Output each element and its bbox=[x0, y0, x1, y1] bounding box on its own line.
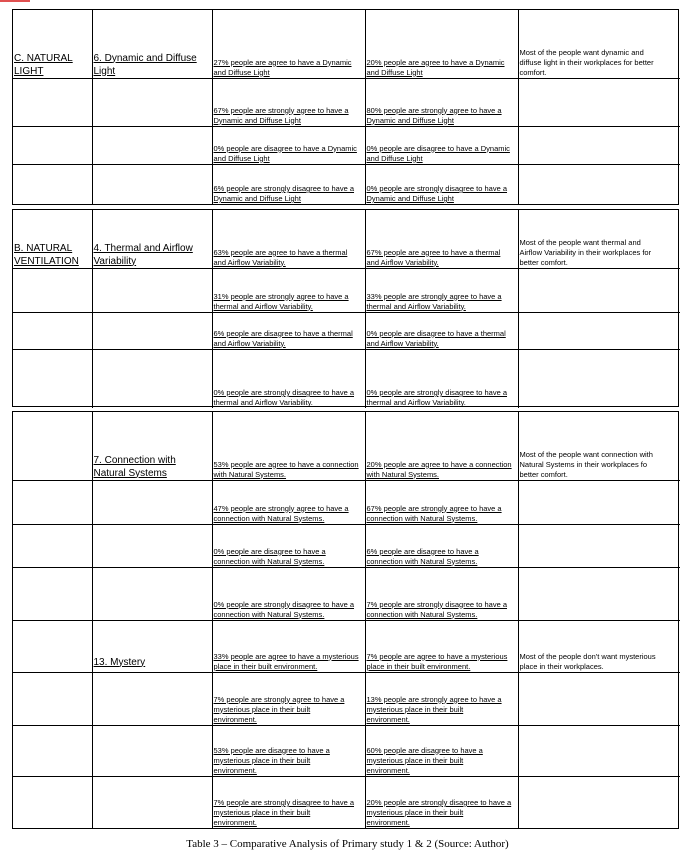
table-connection-mystery bbox=[13, 412, 680, 828]
empty-cell bbox=[92, 567, 212, 620]
empty-cell bbox=[13, 164, 92, 204]
table-row bbox=[13, 312, 680, 349]
table-row bbox=[13, 412, 680, 480]
empty-cell bbox=[518, 349, 680, 408]
table-natural-ventilation bbox=[13, 210, 680, 408]
table-natural-light bbox=[13, 10, 680, 204]
table-row bbox=[13, 78, 680, 126]
table-row bbox=[13, 725, 680, 776]
pattern-cell: 7. Connection with Natural Systems bbox=[92, 412, 212, 480]
study2-cell: 7% people are strongly disagree to have a connection with Natural Systems. bbox=[365, 567, 518, 620]
study1-cell: 53% people are agree to have a connection with Natural Systems. bbox=[212, 412, 365, 480]
study1-cell: 6% people are strongly disagree to have a Dynamic and Diffuse Light bbox=[212, 164, 365, 204]
study2-cell: 60% people are disagree to have a mysterious place in their built environment. bbox=[365, 725, 518, 776]
study2-cell: 0% people are disagree to have a thermal and Airflow Variability. bbox=[365, 312, 518, 349]
empty-cell bbox=[92, 78, 212, 126]
result-cell: Most of the people want connection with Natural Systems in their workplaces fo better comfort. bbox=[518, 412, 680, 480]
study2-cell: 0% people are strongly disagree to have a thermal and Airflow Variability. bbox=[365, 349, 518, 408]
study2-cell: 6% people are disagree to have a connection with Natural Systems. bbox=[365, 524, 518, 567]
empty-cell bbox=[13, 78, 92, 126]
study1-cell: 7% people are strongly agree to have a mysterious place in their built environment. bbox=[212, 672, 365, 725]
empty-cell bbox=[518, 268, 680, 312]
pattern-cell-mystery: 13. Mystery bbox=[92, 620, 212, 672]
empty-cell bbox=[92, 268, 212, 312]
table-caption: Table 3 – Comparative Analysis of Primary study 1 & 2 (Source: Author) bbox=[186, 838, 509, 850]
section-natural-ventilation bbox=[12, 209, 679, 407]
empty-cell bbox=[518, 776, 680, 828]
empty-cell bbox=[92, 672, 212, 725]
empty-cell bbox=[92, 312, 212, 349]
study1-cell: 47% people are strongly agree to have a connection with Natural Systems. bbox=[212, 480, 365, 524]
category-cell: B. NATURAL VENTILATION bbox=[13, 210, 92, 268]
study2-cell: 13% people are strongly agree to have a mysterious place in their built environment. bbox=[365, 672, 518, 725]
empty-cell bbox=[13, 268, 92, 312]
result-cell: Most of the people want dynamic and diffuse light in their workplaces for better comfort. bbox=[518, 10, 680, 78]
empty-cell bbox=[92, 480, 212, 524]
empty-cell bbox=[518, 78, 680, 126]
table-row bbox=[13, 672, 680, 725]
table-row bbox=[13, 10, 680, 78]
category-cell: C. NATURAL LIGHT bbox=[13, 10, 92, 78]
study1-cell: 0% people are disagree to have a Dynamic and Diffuse Light bbox=[212, 126, 365, 164]
category-cell bbox=[13, 412, 92, 480]
study1-cell: 0% people are disagree to have a connection with Natural Systems. bbox=[212, 524, 365, 567]
table-row bbox=[13, 126, 680, 164]
study1-cell: 33% people are agree to have a mysterious place in their built environment. bbox=[212, 620, 365, 672]
study2-cell: 20% people are agree to have a connection with Natural Systems. bbox=[365, 412, 518, 480]
empty-cell bbox=[92, 349, 212, 408]
empty-cell bbox=[92, 725, 212, 776]
study2-cell: 20% people are strongly disagree to have a mysterious place in their built environment. bbox=[365, 776, 518, 828]
empty-cell bbox=[13, 126, 92, 164]
study2-cell: 33% people are strongly agree to have a thermal and Airflow Variability. bbox=[365, 268, 518, 312]
pattern-cell: 6. Dynamic and Diffuse Light bbox=[92, 10, 212, 78]
section-connection-mystery bbox=[12, 411, 679, 829]
table-row bbox=[13, 268, 680, 312]
section-natural-light bbox=[12, 9, 679, 205]
study1-cell: 53% people are disagree to have a mysterious place in their built environment. bbox=[212, 725, 365, 776]
study2-cell: 7% people are agree to have a mysterious place in their built environment. bbox=[365, 620, 518, 672]
study1-cell: 0% people are strongly disagree to have a thermal and Airflow Variability. bbox=[212, 349, 365, 408]
study2-cell: 0% people are strongly disagree to have a Dynamic and Diffuse Light bbox=[365, 164, 518, 204]
table-row bbox=[13, 524, 680, 567]
table-row bbox=[13, 776, 680, 828]
empty-cell bbox=[92, 164, 212, 204]
study2-cell: 20% people are agree to have a Dynamic and Diffuse Light bbox=[365, 10, 518, 78]
empty-cell bbox=[13, 672, 92, 725]
top-red-mark bbox=[0, 0, 30, 2]
study2-cell: 0% people are disagree to have a Dynamic and Diffuse Light bbox=[365, 126, 518, 164]
empty-cell bbox=[518, 725, 680, 776]
empty-cell bbox=[13, 312, 92, 349]
study1-cell: 6% people are disagree to have a thermal and Airflow Variability. bbox=[212, 312, 365, 349]
empty-cell bbox=[518, 567, 680, 620]
study1-cell: 67% people are strongly agree to have a Dynamic and Diffuse Light bbox=[212, 78, 365, 126]
empty-cell bbox=[13, 567, 92, 620]
empty-cell bbox=[518, 672, 680, 725]
study2-cell: 80% people are strongly agree to have a Dynamic and Diffuse Light bbox=[365, 78, 518, 126]
empty-cell bbox=[13, 620, 92, 672]
empty-cell bbox=[92, 126, 212, 164]
study1-cell: 27% people are agree to have a Dynamic and Diffuse Light bbox=[212, 10, 365, 78]
study1-cell: 7% people are strongly disagree to have a mysterious place in their built environment. bbox=[212, 776, 365, 828]
result-cell-mystery: Most of the people don't want mysterious place in their workplaces. bbox=[518, 620, 680, 672]
empty-cell bbox=[518, 480, 680, 524]
study1-cell: 0% people are strongly disagree to have a connection with Natural Systems. bbox=[212, 567, 365, 620]
empty-cell bbox=[518, 126, 680, 164]
table-row bbox=[13, 480, 680, 524]
empty-cell bbox=[13, 524, 92, 567]
study1-cell: 63% people are agree to have a thermal and Airflow Variability. bbox=[212, 210, 365, 268]
study1-cell: 31% people are strongly agree to have a thermal and Airflow Variability. bbox=[212, 268, 365, 312]
empty-cell bbox=[518, 164, 680, 204]
empty-cell bbox=[13, 349, 92, 408]
empty-cell bbox=[13, 480, 92, 524]
result-cell: Most of the people want thermal and Airflow Variability in their workplaces for better comfort. bbox=[518, 210, 680, 268]
pattern-cell: 4. Thermal and Airflow Variability bbox=[92, 210, 212, 268]
table-row bbox=[13, 210, 680, 268]
empty-cell bbox=[13, 776, 92, 828]
empty-cell bbox=[518, 524, 680, 567]
empty-cell bbox=[13, 725, 92, 776]
empty-cell bbox=[92, 776, 212, 828]
table-row bbox=[13, 567, 680, 620]
study2-cell: 67% people are strongly agree to have a connection with Natural Systems. bbox=[365, 480, 518, 524]
table-row bbox=[13, 620, 680, 672]
empty-cell bbox=[518, 312, 680, 349]
study2-cell: 67% people are agree to have a thermal and Airflow Variability. bbox=[365, 210, 518, 268]
table-row bbox=[13, 164, 680, 204]
empty-cell bbox=[92, 524, 212, 567]
table-row bbox=[13, 349, 680, 408]
